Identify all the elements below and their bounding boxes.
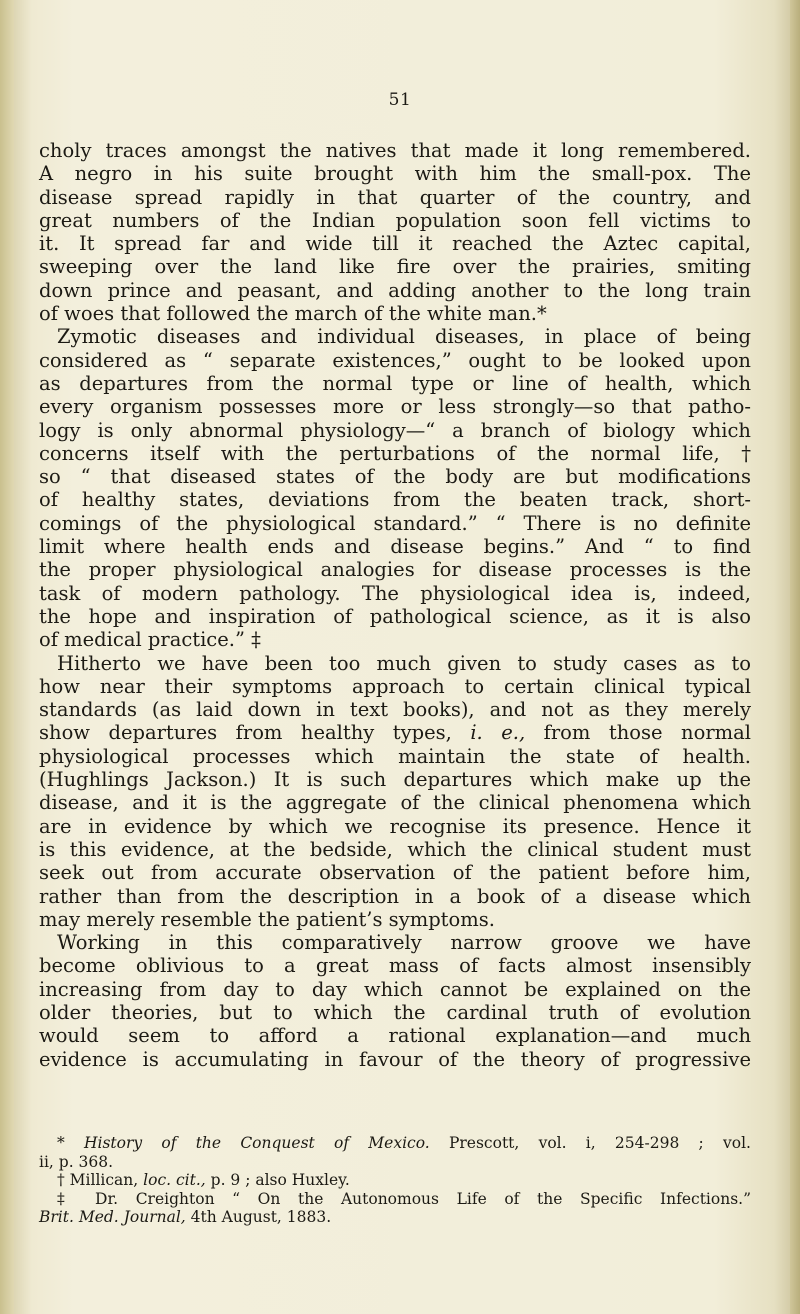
text-line: the hope and inspiration of pathological science, as it is also [39, 604, 751, 628]
text-line: increasing from day to day which cannot be explained on the [39, 977, 751, 1001]
book-gutter [0, 0, 14, 1314]
footnote-1 [39, 1134, 751, 1153]
text-line: it. It spread far and wide till it reached the Aztec capital, [39, 232, 751, 256]
footnote-3-continued [39, 1208, 751, 1227]
text-line: every organism possesses more or less strongly—so that patho- [39, 395, 751, 419]
text-line: may merely resemble the patient’s symptoms. [39, 907, 495, 931]
footnote-italic: Brit. Med. Journal, [39, 1208, 186, 1226]
footnote-title: History of the Conquest of Mexico. [84, 1134, 430, 1152]
text-line: considered as “ separate existences,” ought to be looked upon [39, 348, 751, 372]
text-line: Hitherto we have been too much given to study cases as to [57, 651, 751, 675]
text-line: of woes that followed the march of the white man.* [39, 302, 547, 326]
text-line: concerns itself with the perturbations of the normal life, † [39, 441, 751, 465]
text-line: great numbers of the Indian population soon fell victims to [39, 208, 751, 232]
text-segment: show departures from healthy types, [39, 721, 452, 745]
text-line: of healthy states, deviations from the beaten track, short- [39, 488, 751, 512]
text-line: comings of the physiological standard.” “ There is no definite [39, 511, 751, 535]
text-line: of medical practice.” ‡ [39, 628, 261, 652]
text-line: how near their symptoms approach to certain clinical typical [39, 674, 751, 698]
text-line: A negro in his suite brought with him the small-pox. The [39, 162, 751, 186]
footnote-text: p. 9 ; also Huxley. [210, 1171, 350, 1189]
body-text [39, 139, 751, 1071]
text-line: (Hughlings Jackson.) It is such departures which make up the [39, 768, 751, 792]
footnote-text: Prescott, vol. i, 254-298 ; vol. [448, 1134, 751, 1152]
text-line: Working in this comparatively narrow groove we have [57, 931, 751, 955]
text-line: physiological processes which maintain the state of health. [39, 744, 751, 768]
footnote-text: † Millican, [57, 1171, 139, 1189]
text-line: seek out from accurate observation of the patient before him, [39, 861, 751, 885]
text-line: the proper physiological analogies for disease processes is the [39, 558, 751, 582]
text-line: logy is only abnormal physiology—“ a branch of biology which [39, 418, 751, 442]
text-line: as departures from the normal type or line of health, which [39, 371, 751, 395]
text-line: is this evidence, at the bedside, which the clinical student must [39, 837, 751, 861]
text-line: limit where health ends and disease begins.” And “ to find [39, 535, 751, 559]
page-edge [790, 0, 800, 1314]
text-line: disease, and it is the aggregate of the clinical phenomena which [39, 791, 751, 815]
footnote-text: 4th August, 1883. [190, 1208, 332, 1226]
text-line: standards (as laid down in text books), and not as they merely [39, 698, 751, 722]
text-line: become oblivious to a great mass of facts almost insensibly [39, 954, 751, 978]
text-line: task of modern pathology. The physiological idea is, indeed, [39, 581, 751, 605]
text-segment: from those normal [543, 721, 752, 745]
text-line: would seem to afford a rational explanation—and much [39, 1024, 751, 1048]
text-line: down prince and peasant, and adding another to the long train [39, 278, 751, 302]
footnote-3: ‡ Dr. Creighton “ On the Autonomous Life of the Specific Infections.” [57, 1189, 751, 1208]
text-line: older theories, but to which the cardinal truth of evolution [39, 1000, 751, 1024]
text-line: so “ that diseased states of the body are but modifications [39, 465, 751, 489]
footnote-mark: * [57, 1134, 65, 1152]
text-line: Zymotic diseases and individual diseases, in place of being [57, 325, 751, 349]
text-line: are in evidence by which we recognise its presence. Hence it [39, 814, 751, 838]
text-line: evidence is accumulating in favour of the theory of progressive [39, 1047, 751, 1071]
text-line [39, 721, 751, 744]
text-line: sweeping over the land like fire over the prairies, smiting [39, 255, 751, 279]
text-line: choly traces amongst the natives that made it long remembered. [39, 139, 751, 162]
footnotes [39, 1134, 751, 1227]
text-line: rather than from the description in a book of a disease which [39, 884, 751, 908]
footnote-2 [39, 1171, 751, 1190]
text-line: disease spread rapidly in that quarter of the country, and [39, 185, 751, 209]
italic-abbreviation: i. e., [470, 721, 526, 745]
page-number: 51 [388, 90, 412, 110]
footnote-1-continued: ii, p. 368. [39, 1152, 114, 1171]
footnote-italic: loc. cit., [143, 1171, 206, 1189]
